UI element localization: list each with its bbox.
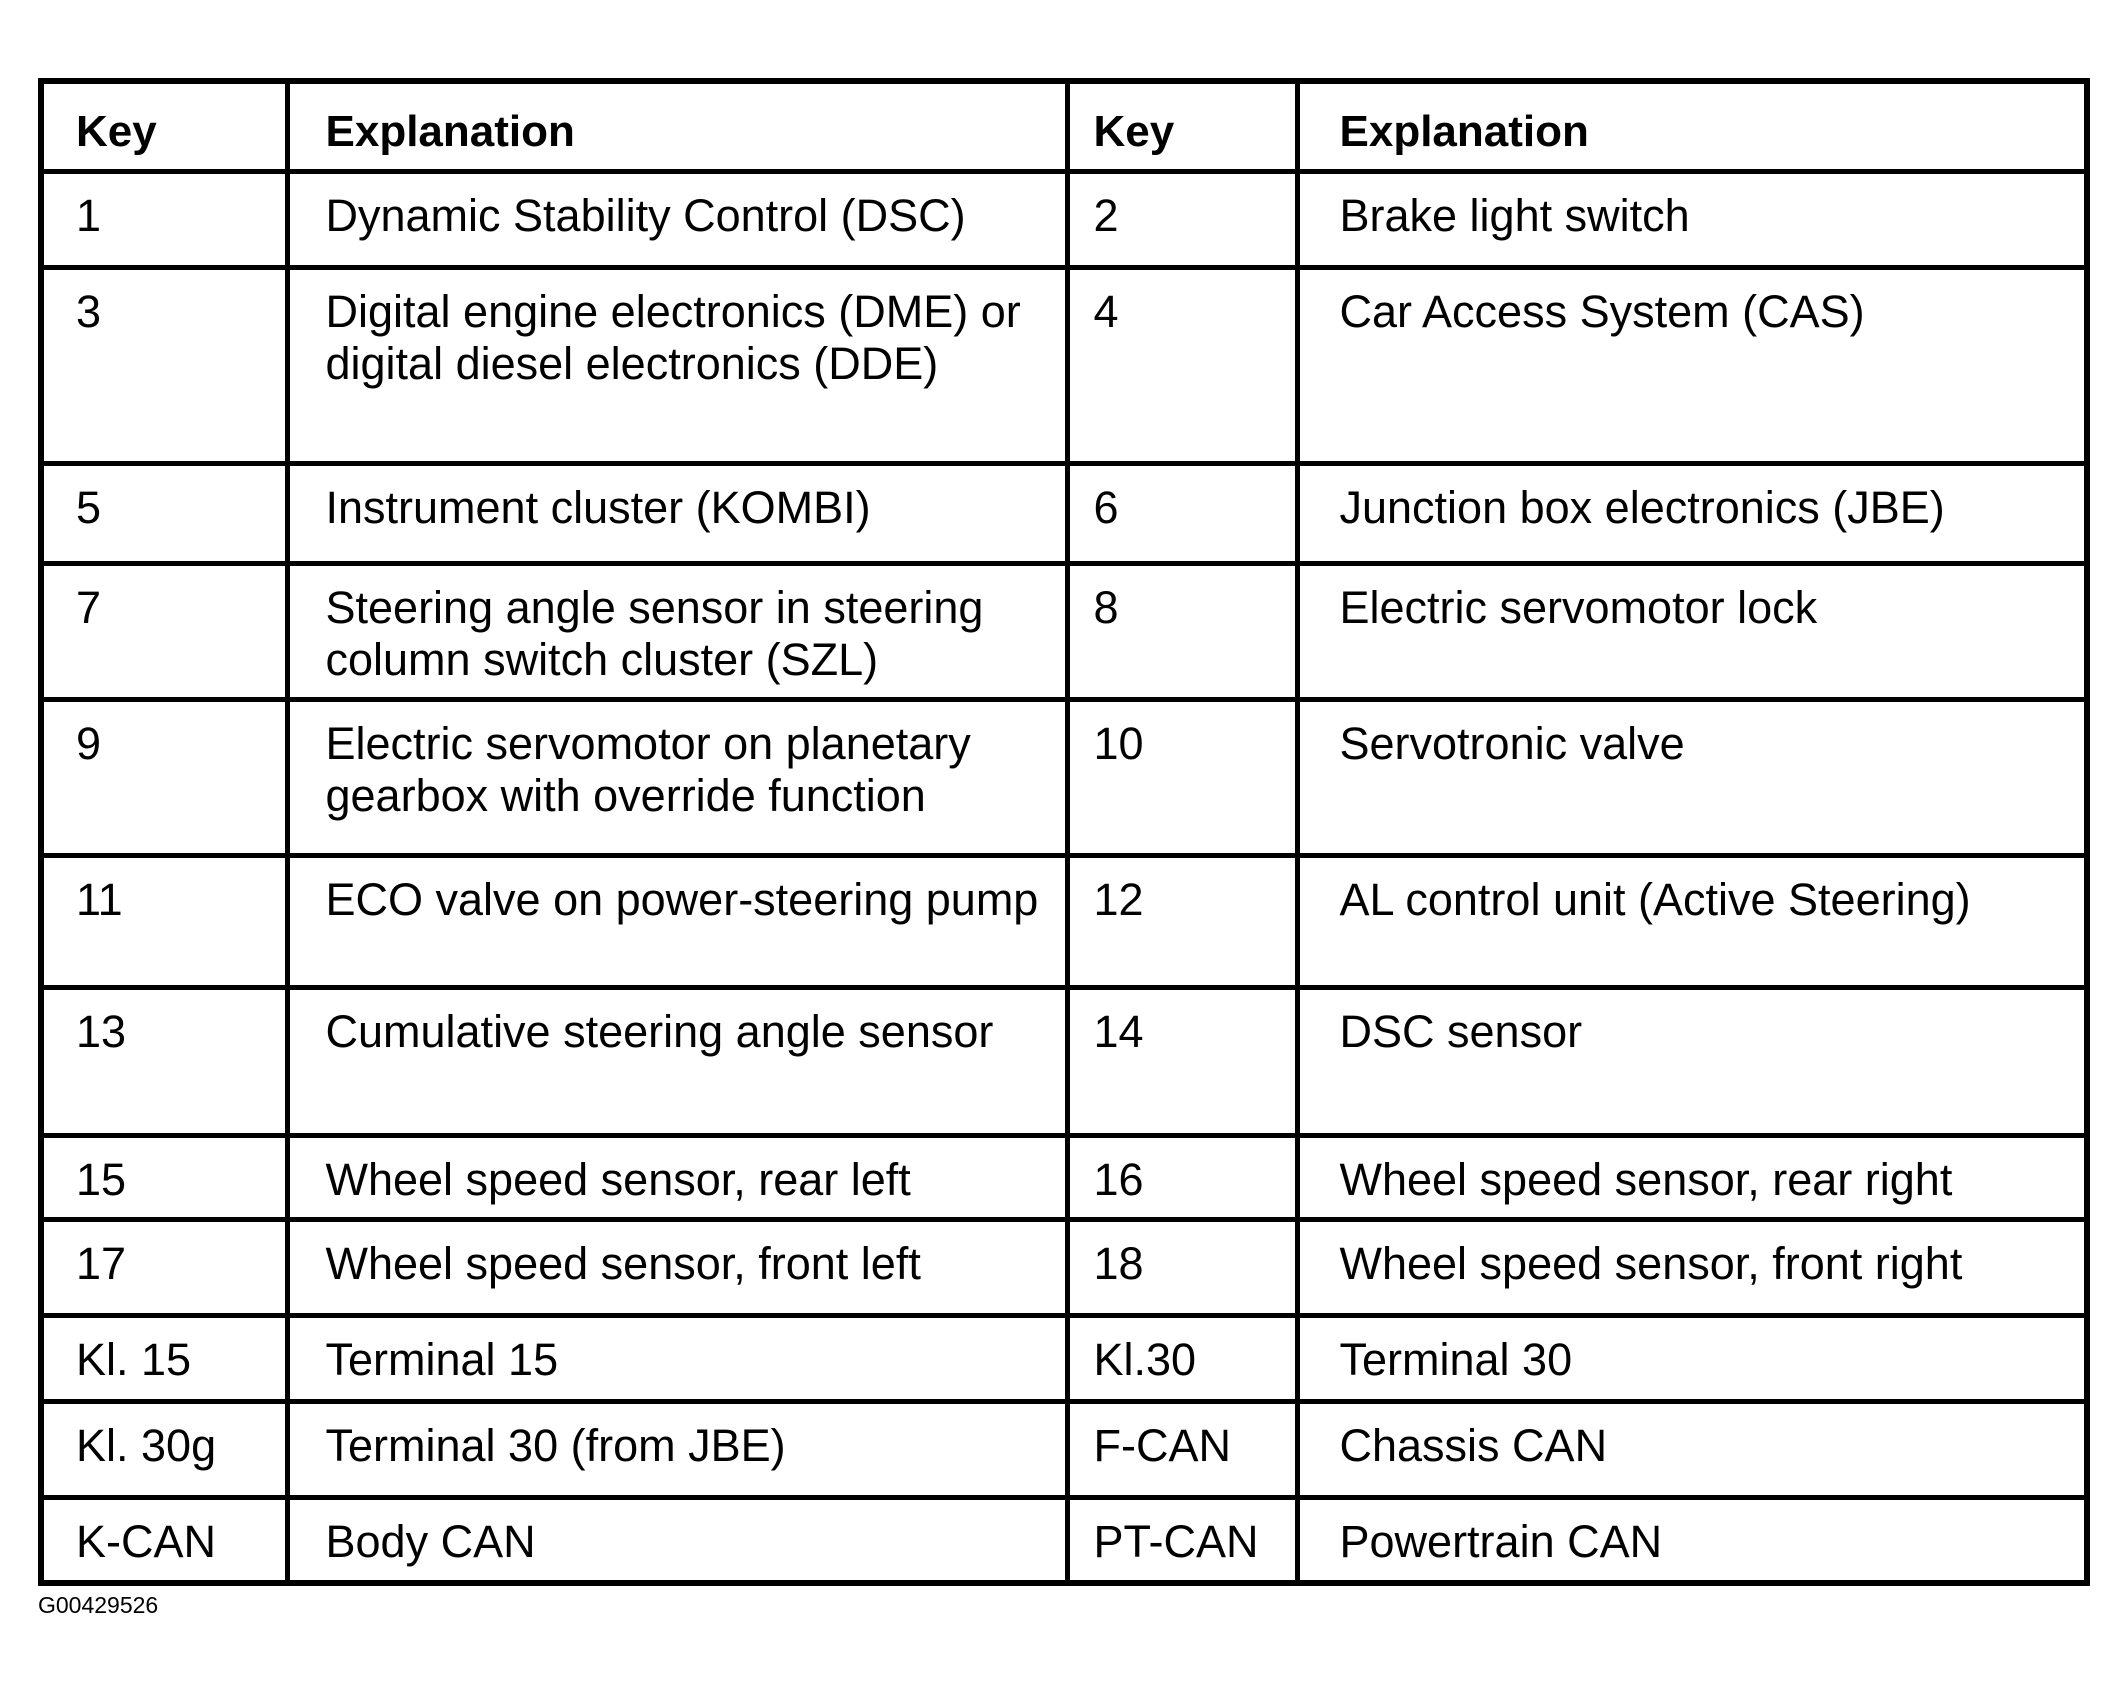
explanation-cell: Wheel speed sensor, front right: [1297, 1219, 2087, 1315]
table-row: [41, 267, 2087, 463]
explanation-cell: Car Access System (CAS): [1297, 267, 2087, 463]
key-cell: 15: [41, 1135, 287, 1219]
explanation-cell: Cumulative steering angle sensor: [287, 987, 1067, 1135]
explanation-cell: Junction box electronics (JBE): [1297, 463, 2087, 563]
key-cell: 17: [41, 1219, 287, 1315]
key-cell: 6: [1067, 463, 1297, 563]
table-row: [41, 463, 2087, 563]
table-row: [41, 1219, 2087, 1315]
table-row: [41, 855, 2087, 987]
key-cell: Kl. 15: [41, 1315, 287, 1401]
explanation-cell: Brake light switch: [1297, 171, 2087, 267]
explanation-cell: Wheel speed sensor, front left: [287, 1219, 1067, 1315]
key-cell: 4: [1067, 267, 1297, 463]
key-cell: PT-CAN: [1067, 1497, 1297, 1583]
key-cell: 12: [1067, 855, 1297, 987]
explanation-cell: ECO valve on power-steering pump: [287, 855, 1067, 987]
key-cell: 7: [41, 563, 287, 699]
explanation-cell: Chassis CAN: [1297, 1401, 2087, 1497]
table-row: [41, 699, 2087, 855]
key-cell: 13: [41, 987, 287, 1135]
header-key-left: Key: [41, 81, 287, 171]
header-row: [41, 81, 2087, 171]
explanation-cell: Instrument cluster (KOMBI): [287, 463, 1067, 563]
explanation-cell: Wheel speed sensor, rear left: [287, 1135, 1067, 1219]
explanation-cell: Terminal 30 (from JBE): [287, 1401, 1067, 1497]
explanation-cell: Wheel speed sensor, rear right: [1297, 1135, 2087, 1219]
key-cell: 10: [1067, 699, 1297, 855]
explanation-cell: Powertrain CAN: [1297, 1497, 2087, 1583]
key-cell: 3: [41, 267, 287, 463]
key-cell: K-CAN: [41, 1497, 287, 1583]
explanation-cell: Servotronic valve: [1297, 699, 2087, 855]
header-explanation-left: Explanation: [287, 81, 1067, 171]
explanation-cell: Terminal 15: [287, 1315, 1067, 1401]
key-cell: 11: [41, 855, 287, 987]
header-explanation-right: Explanation: [1297, 81, 2087, 171]
table-row: [41, 563, 2087, 699]
key-cell: 8: [1067, 563, 1297, 699]
explanation-cell: Electric servomotor on planetary gearbox with override function: [287, 699, 1067, 855]
explanation-cell: DSC sensor: [1297, 987, 2087, 1135]
key-cell: 1: [41, 171, 287, 267]
table-row: [41, 987, 2087, 1135]
key-cell: 14: [1067, 987, 1297, 1135]
table-row: [41, 1497, 2087, 1583]
key-cell: 9: [41, 699, 287, 855]
explanation-cell: AL control unit (Active Steering): [1297, 855, 2087, 987]
explanation-cell: Body CAN: [287, 1497, 1067, 1583]
explanation-cell: Dynamic Stability Control (DSC): [287, 171, 1067, 267]
table-row: [41, 1401, 2087, 1497]
figure-id-label: G00429526: [38, 1592, 159, 1618]
key-cell: 16: [1067, 1135, 1297, 1219]
explanation-cell: Terminal 30: [1297, 1315, 2087, 1401]
key-cell: 2: [1067, 171, 1297, 267]
key-cell: 5: [41, 463, 287, 563]
explanation-cell: Electric servomotor lock: [1297, 563, 2087, 699]
key-cell: F-CAN: [1067, 1401, 1297, 1497]
key-cell: Kl.30: [1067, 1315, 1297, 1401]
table-row: [41, 1315, 2087, 1401]
explanation-cell: Digital engine electronics (DME) or digital diesel electronics (DDE): [287, 267, 1067, 463]
table-row: [41, 1135, 2087, 1219]
key-cell: 18: [1067, 1219, 1297, 1315]
key-cell: Kl. 30g: [41, 1401, 287, 1497]
explanation-cell: Steering angle sensor in steering column switch cluster (SZL): [287, 563, 1067, 699]
table-row: [41, 171, 2087, 267]
header-key-right: Key: [1067, 81, 1297, 171]
key-explanation-table: [38, 78, 2090, 1586]
